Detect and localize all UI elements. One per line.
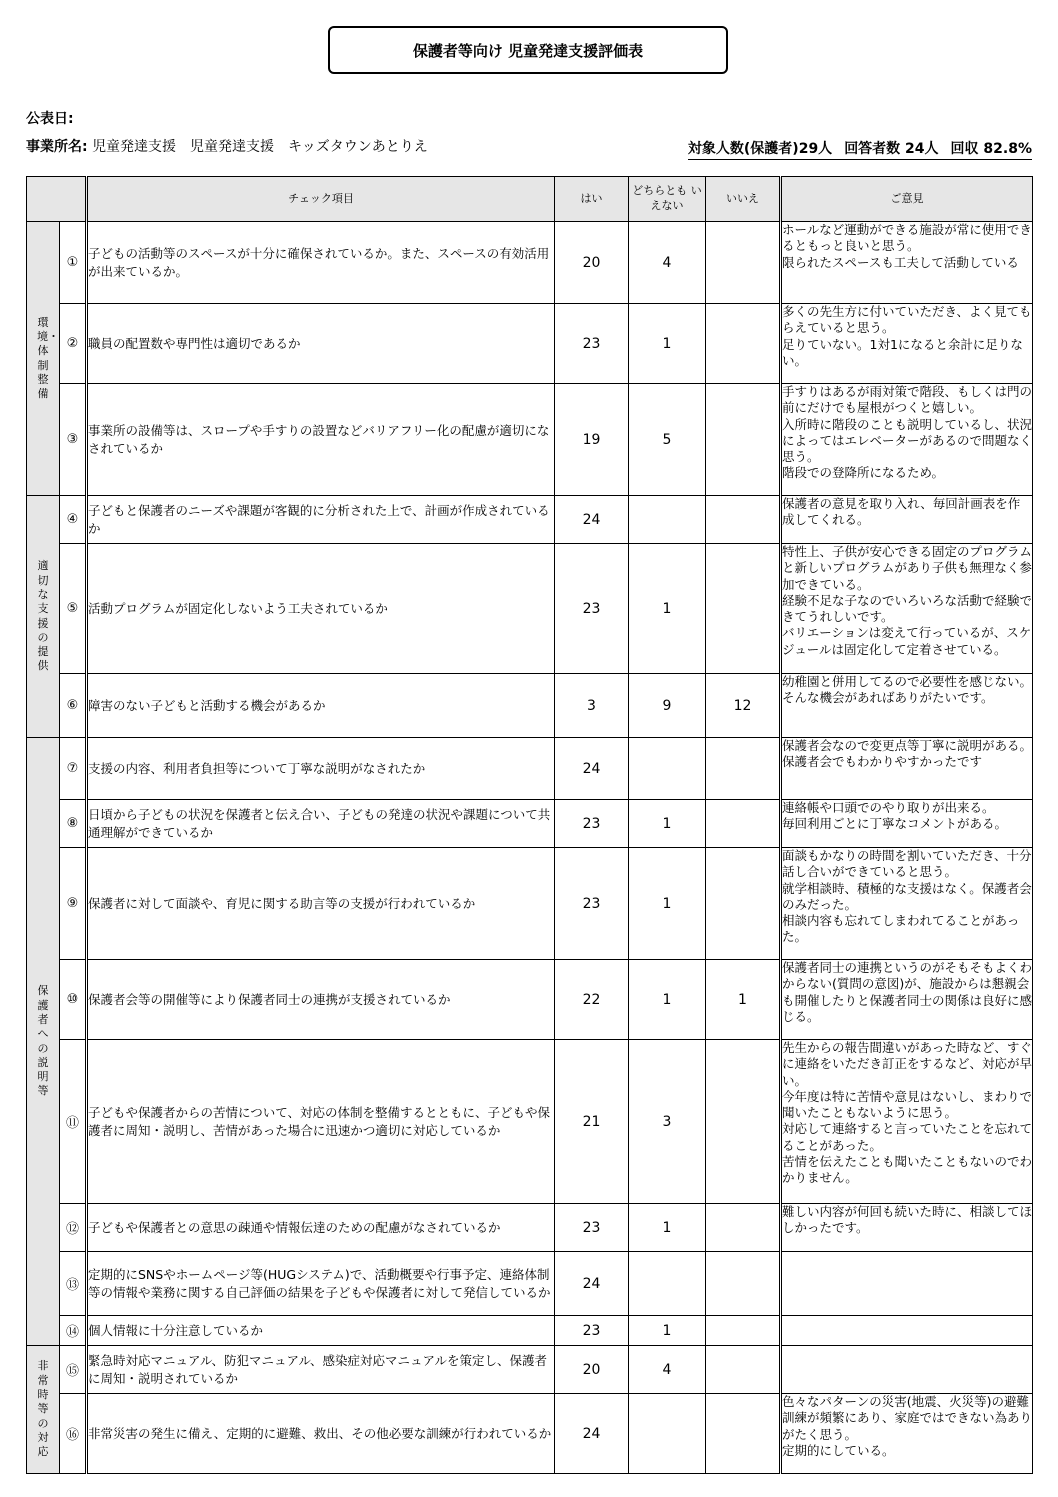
header-blank [27, 177, 87, 222]
no-count [706, 544, 781, 674]
check-item-text: 活動プログラムが固定化しないよう工夫されているか [87, 544, 555, 674]
category-cell [27, 222, 60, 496]
category-cell [27, 738, 60, 1346]
opinion-cell [781, 738, 1033, 800]
yes-count: 19 [555, 384, 629, 496]
yes-count: 24 [555, 1394, 629, 1474]
neither-count: 1 [629, 544, 706, 674]
no-count [706, 304, 781, 384]
item-number: ⑭ [60, 1316, 87, 1346]
yes-count: 24 [555, 738, 629, 800]
table-row [27, 674, 1033, 738]
item-number: ① [60, 222, 87, 304]
no-count: 12 [706, 674, 781, 738]
neither-count: 1 [629, 848, 706, 960]
no-count [706, 1252, 781, 1316]
survey-stats [688, 138, 1032, 160]
check-item-text: 障害のない子どもと活動する機会があるか [87, 674, 555, 738]
opinion-comment: 保護者会でもわかりやすかったです [782, 754, 983, 770]
item-number: ⑦ [60, 738, 87, 800]
opinion-comment: 保護者の意見を取り入れ、毎回計画表を作成してくれる。 [782, 496, 1021, 528]
no-count [706, 1394, 781, 1474]
no-count [706, 1204, 781, 1252]
neither-count [629, 496, 706, 544]
item-number: ⑯ [60, 1394, 87, 1474]
no-count [706, 848, 781, 960]
opinion-comment: 特性上、子供が安心できる固定のプログラムと新しいプログラムがあり子供も無理なく参加できている。 [782, 544, 1032, 592]
neither-count: 5 [629, 384, 706, 496]
category-label: 環境・体制整備 [37, 315, 59, 401]
item-number: ⑨ [60, 848, 87, 960]
office-line [26, 136, 428, 156]
yes-count: 24 [555, 496, 629, 544]
yes-count: 21 [555, 1040, 629, 1204]
opinion-comment: 就学相談時、積極的な支援はなく。保護者会のみだった。 [782, 880, 1032, 912]
recovery-rate: 回収 82.8% [950, 141, 1032, 157]
item-number: ⑫ [60, 1204, 87, 1252]
opinion-cell [781, 1252, 1033, 1316]
header-opinion: ご意見 [781, 177, 1033, 222]
no-count [706, 800, 781, 848]
opinion-comment: 経験不足な子なのでいろいろな活動で経験できてうれしいです。 [782, 592, 1033, 624]
category-label: 適切な支援の提供 [37, 559, 49, 673]
table-row [27, 1040, 1033, 1204]
neither-count: 4 [629, 222, 706, 304]
office-name: 児童発達支援 児童発達支援 キッズタウンあとりえ [92, 139, 428, 155]
opinion-cell [781, 384, 1033, 496]
opinion-cell [781, 1316, 1033, 1346]
item-number: ③ [60, 384, 87, 496]
opinion-comment: 面談もかなりの時間を割いていただき、十分話し合いができていると思う。 [782, 848, 1032, 880]
opinion-comment: 今年度は特に苦情や意見はないし、まわりで聞いたこともないように思う。 [782, 1088, 1033, 1120]
table-row [27, 496, 1033, 544]
table-header-row [27, 177, 1033, 222]
opinion-comment: バリエーションは変えて行っているが、スケジュールは固定化して定着させている。 [782, 625, 1032, 657]
opinion-comment: 対応して連絡すると言っていたことを忘れてることがあった。 [782, 1121, 1033, 1153]
check-item-text: 非常災害の発生に備え、定期的に避難、救出、その他必要な訓練が行われているか [87, 1394, 555, 1474]
check-item-text: 支援の内容、利用者負担等について丁寧な説明がなされたか [87, 738, 555, 800]
yes-count: 23 [555, 848, 629, 960]
publication-date-label: 公表日: [26, 111, 74, 127]
yes-count: 23 [555, 304, 629, 384]
category-cell [27, 1346, 60, 1474]
opinion-comment: 足りていない。1対1になると余計に足りない。 [782, 336, 1023, 368]
check-item-text: 事業所の設備等は、スロープや手すりの設置などバリアフリー化の配慮が適切になされているか [87, 384, 555, 496]
check-item-text: 子どもや保護者との意思の疎通や情報伝達のための配慮がなされているか [87, 1204, 555, 1252]
header-neither: どちらとも いえない [629, 177, 706, 222]
opinion-comment: ホールなど運動ができる施設が常に使用できるともっと良いと思う。 [782, 222, 1032, 254]
opinion-comment: そんな機会があればありがたいです。 [782, 690, 994, 706]
opinion-comment: 定期的にしている。 [782, 1442, 895, 1458]
category-label: 非常時等の対応 [37, 1359, 49, 1459]
opinion-comment: 相談内容も忘れてしまわれてることがあった。 [782, 913, 1020, 945]
opinion-comment: 苦情を伝えたことも聞いたこともないのでわかりません。 [782, 1153, 1033, 1185]
opinion-comment: 限られたスペースも工夫して活動している [782, 254, 1019, 270]
neither-count [629, 738, 706, 800]
check-item-text: 保護者会等の開催等により保護者同士の連携が支援されているか [87, 960, 555, 1040]
header-no: いいえ [706, 177, 781, 222]
item-number: ⑥ [60, 674, 87, 738]
opinion-cell [781, 304, 1033, 384]
yes-count: 20 [555, 222, 629, 304]
neither-count: 1 [629, 1316, 706, 1346]
opinion-cell [781, 848, 1033, 960]
no-count [706, 384, 781, 496]
yes-count: 23 [555, 544, 629, 674]
opinion-comment: 連絡帳や口頭でのやり取りが出来る。 [782, 800, 995, 815]
opinion-comment: 幼稚園と併用してるので必要性を感じない。 [782, 674, 1033, 689]
opinion-cell [781, 222, 1033, 304]
opinion-comment: 保護者会なので変更点等丁寧に説明がある。 [782, 738, 1033, 753]
opinion-comment: 保護者同士の連携というのがそもそもよくわからない(質問の意図)が、施設からは懇親会も開催したりと保護者同士の関係は良好に感じる。 [782, 960, 1033, 1024]
table-row [27, 960, 1033, 1040]
check-item-text: 日頃から子どもの状況を保護者と伝え合い、子どもの発達の状況や課題について共通理解ができているか [87, 800, 555, 848]
check-item-text: 個人情報に十分注意しているか [87, 1316, 555, 1346]
yes-count: 3 [555, 674, 629, 738]
category-label: 保護者への説明等 [37, 984, 49, 1098]
header-item: チェック項目 [87, 177, 555, 222]
opinion-cell [781, 960, 1033, 1040]
opinion-cell [781, 1204, 1033, 1252]
neither-count [629, 1252, 706, 1316]
item-number: ⑮ [60, 1346, 87, 1394]
office-label: 事業所名: [26, 139, 88, 155]
check-item-text: 職員の配置数や専門性は適切であるか [87, 304, 555, 384]
opinion-cell [781, 1394, 1033, 1474]
item-number: ④ [60, 496, 87, 544]
check-item-text: 保護者に対して面談や、育児に関する助言等の支援が行われているか [87, 848, 555, 960]
item-number: ⑪ [60, 1040, 87, 1204]
no-count [706, 1346, 781, 1394]
opinion-comment: 難しい内容が何回も続いた時に、相談してほしかったです。 [782, 1204, 1033, 1236]
opinion-cell [781, 800, 1033, 848]
check-item-text: 定期的にSNSやホームページ等(HUGシステム)で、活動概要や行事予定、連絡体制等の情報や業務に関する自己評価の結果を子どもや保護者に対して発信しているか [87, 1252, 555, 1316]
table-row [27, 848, 1033, 960]
check-item-text: 子どもの活動等のスペースが十分に確保されているか。また、スペースの有効活用が出来ているか。 [87, 222, 555, 304]
opinion-comment: 先生からの報告間違いがあった時など、すぐに連絡をいただき訂正をするなど、対応が早い。 [782, 1040, 1033, 1088]
page-title: 保護者等向け 児童発達支援評価表 [328, 26, 728, 74]
item-number: ⑩ [60, 960, 87, 1040]
target-count: 対象人数(保護者)29人 [687, 141, 833, 157]
neither-count: 1 [629, 1204, 706, 1252]
no-count [706, 496, 781, 544]
check-item-text: 子どもと保護者のニーズや課題が客観的に分析された上で、計画が作成されているか [87, 496, 555, 544]
no-count [706, 1316, 781, 1346]
opinion-cell [781, 1040, 1033, 1204]
table-row [27, 304, 1033, 384]
table-row [27, 800, 1033, 848]
table-row [27, 222, 1033, 304]
neither-count: 1 [629, 304, 706, 384]
neither-count: 3 [629, 1040, 706, 1204]
no-count [706, 1040, 781, 1204]
opinion-comment: 色々なパターンの災害(地震、火災等)の避難訓練が頻繁にあり、家庭ではできない為ありがたく思う。 [782, 1394, 1033, 1442]
table-row [27, 1252, 1033, 1316]
respondent-count: 回答者数 24人 [844, 141, 939, 157]
opinion-cell [781, 674, 1033, 738]
table-row [27, 1204, 1033, 1252]
table-row [27, 1346, 1033, 1394]
yes-count: 23 [555, 800, 629, 848]
item-number: ⑬ [60, 1252, 87, 1316]
evaluation-table [26, 176, 1033, 1474]
header-yes: はい [555, 177, 629, 222]
table-row [27, 1316, 1033, 1346]
no-count [706, 738, 781, 800]
opinion-cell [781, 544, 1033, 674]
opinion-cell [781, 1346, 1033, 1394]
yes-count: 23 [555, 1316, 629, 1346]
yes-count: 22 [555, 960, 629, 1040]
neither-count: 1 [629, 960, 706, 1040]
check-item-text: 緊急時対応マニュアル、防犯マニュアル、感染症対応マニュアルを策定し、保護者に周知・説明されているか [87, 1346, 555, 1394]
opinion-comment: 多くの先生方に付いていただき、よく見てもらえていると思う。 [782, 304, 1032, 336]
category-cell [27, 496, 60, 738]
table-row [27, 1394, 1033, 1474]
table-row [27, 544, 1033, 674]
yes-count: 23 [555, 1204, 629, 1252]
item-number: ② [60, 304, 87, 384]
opinion-cell [781, 496, 1033, 544]
yes-count: 24 [555, 1252, 629, 1316]
table-row [27, 738, 1033, 800]
opinion-comment: 手すりはあるが雨対策で階段、もしくは門の前にだけでも屋根がつくと嬉しい。 [782, 384, 1033, 416]
neither-count: 4 [629, 1346, 706, 1394]
table-row [27, 384, 1033, 496]
opinion-comment: 毎回利用ごとに丁寧なコメントがある。 [782, 816, 1008, 832]
opinion-comment: 階段での登降所になるため。 [782, 465, 945, 481]
no-count [706, 222, 781, 304]
opinion-comment: 入所時に階段のことも説明しているし、状況によってはエレベーターがあるので問題なく思う。 [782, 416, 1033, 464]
neither-count [629, 1394, 706, 1474]
neither-count: 1 [629, 800, 706, 848]
item-number: ⑧ [60, 800, 87, 848]
no-count: 1 [706, 960, 781, 1040]
check-item-text: 子どもや保護者からの苦情について、対応の体制を整備するとともに、子どもや保護者に周知・説明し、苦情があった場合に迅速かつ適切に対応しているか [87, 1040, 555, 1204]
item-number: ⑤ [60, 544, 87, 674]
yes-count: 20 [555, 1346, 629, 1394]
neither-count: 9 [629, 674, 706, 738]
